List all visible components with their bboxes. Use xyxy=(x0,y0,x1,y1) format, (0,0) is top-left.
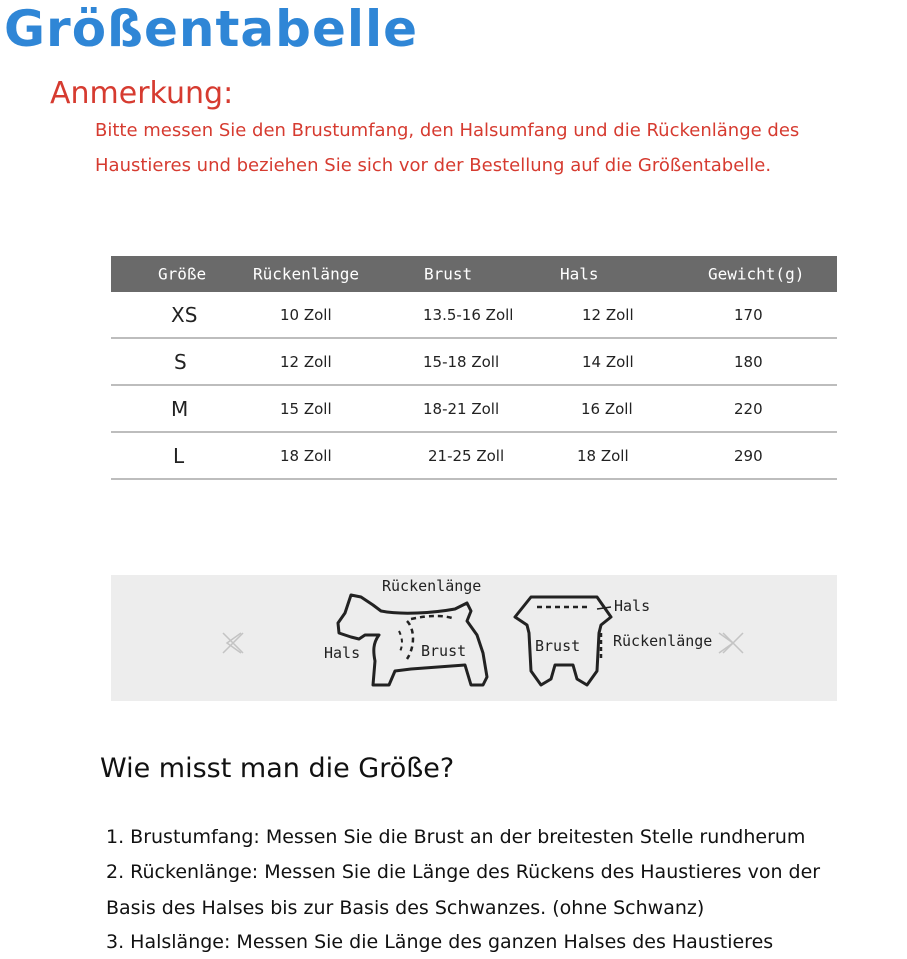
step-2-continued: Basis des Halses bis zur Basis des Schwanzes. (ohne Schwanz) xyxy=(106,897,705,919)
prev-arrow-icon xyxy=(223,633,243,653)
cell-back: 12 Zoll xyxy=(280,352,332,371)
shirt-neck-label: Hals xyxy=(614,597,651,615)
header-back-length: Rückenlänge xyxy=(253,264,359,284)
cell-back: 10 Zoll xyxy=(280,305,332,324)
cell-size: S xyxy=(174,349,187,374)
note-line-2: Haustieres und beziehen Sie sich vor der Bestellung auf die Größentabelle. xyxy=(95,155,772,176)
header-neck: Hals xyxy=(560,264,599,284)
cell-neck: 18 Zoll xyxy=(577,446,629,465)
cell-weight: 170 xyxy=(734,305,763,324)
header-size: Größe xyxy=(158,264,207,284)
cell-chest: 13.5-16 Zoll xyxy=(423,305,514,324)
cell-size: L xyxy=(173,443,185,468)
cell-neck: 14 Zoll xyxy=(582,352,634,371)
note-heading: Anmerkung: xyxy=(50,76,234,111)
table-row xyxy=(111,433,837,480)
step-3: 3. Halslänge: Messen Sie die Länge des ganzen Halses des Haustieres xyxy=(106,931,774,953)
cell-neck: 16 Zoll xyxy=(581,399,633,418)
page-title: Größentabelle xyxy=(4,0,419,58)
cell-back: 15 Zoll xyxy=(280,399,332,418)
cell-chest: 18-21 Zoll xyxy=(423,399,500,418)
shirt-chest-label: Brust xyxy=(535,637,581,655)
table-row xyxy=(111,386,837,433)
size-table xyxy=(111,256,837,480)
header-weight: Gewicht(g) xyxy=(708,264,805,284)
measurement-diagram xyxy=(111,575,837,701)
cell-size: M xyxy=(171,396,189,421)
cell-back: 18 Zoll xyxy=(280,446,332,465)
table-row xyxy=(111,292,837,339)
cell-chest: 21-25 Zoll xyxy=(428,446,505,465)
note-line-1: Bitte messen Sie den Brustumfang, den Halsumfang und die Rückenlänge des xyxy=(95,120,800,141)
how-to-title: Wie misst man die Größe? xyxy=(100,753,455,784)
cell-size: XS xyxy=(171,302,198,327)
step-1: 1. Brustumfang: Messen Sie die Brust an der breitesten Stelle rundherum xyxy=(106,826,806,848)
cell-weight: 220 xyxy=(734,399,763,418)
cell-neck: 12 Zoll xyxy=(582,305,634,324)
cell-chest: 15-18 Zoll xyxy=(423,352,500,371)
table-header xyxy=(111,256,837,292)
step-2: 2. Rückenlänge: Messen Sie die Länge des Rückens des Haustieres von der xyxy=(106,861,821,883)
cell-weight: 290 xyxy=(734,446,763,465)
dog-back-label: Rückenlänge xyxy=(382,577,482,595)
shirt-back-label: Rückenlänge xyxy=(613,632,713,650)
header-chest: Brust xyxy=(424,264,473,284)
cell-weight: 180 xyxy=(734,352,763,371)
table-row xyxy=(111,339,837,386)
next-arrow-icon xyxy=(719,633,743,653)
dog-neck-label: Hals xyxy=(324,644,361,662)
dog-chest-label: Brust xyxy=(421,642,467,660)
